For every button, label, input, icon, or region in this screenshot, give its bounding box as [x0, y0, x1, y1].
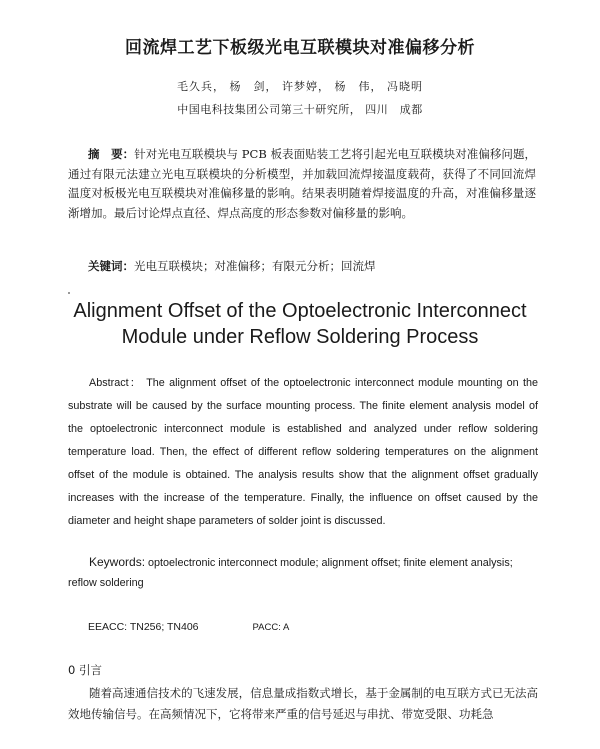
- english-title-line-2: Module under Reflow Soldering Process: [121, 326, 479, 348]
- section-heading-introduction: 0 引言: [68, 663, 102, 677]
- chinese-keywords-text: 光电互联模块；对准偏移；有限元分析；回流焊: [134, 259, 376, 273]
- chinese-keywords: [88, 258, 538, 274]
- chinese-abstract-label: 摘 要：: [88, 147, 135, 161]
- english-title-line-1: Alignment Offset of the Optoelectronic Interconnect: [73, 300, 527, 322]
- pacc-code: PACC: A: [252, 622, 290, 633]
- english-abstract-text: The alignment offset of the optoelectronic interconnect module mounting on the substrate will be caused by the surface mounting process. The finite element analysis model of the optoelectronic interconnect module is established and analyzed under reflow soldering temperature load. Then, the effect of different reflow soldering temperatures on the alignment offset of the module is obtained. The analysis results show that the alignment offset gradually increases with the increase of the temperature. Finally, the influence on offset caused by the diameter and height shape parameters of solder joint is discussed.: [68, 377, 539, 527]
- chinese-title: 回流焊工艺下板级光电互联模块对准偏移分析: [125, 38, 475, 58]
- eeacc-code: EEACC: TN256; TN406: [88, 621, 199, 633]
- introduction-paragraph: 随着高速通信技术的飞速发展，信息量成指数式增长，基于金属制的电互联方式已无法高效地传输信号。在高频情况下，它将带来严重的信号延迟与串扰、带宽受限、功耗急: [68, 686, 538, 721]
- english-title: [0, 298, 600, 350]
- english-keywords: [68, 552, 540, 593]
- chinese-keywords-label: 关键词：: [88, 259, 134, 273]
- english-abstract: [68, 372, 538, 533]
- classification-codes: [88, 621, 289, 633]
- divider-mark: [68, 292, 70, 294]
- english-keywords-label: Keywords:: [89, 555, 146, 569]
- chinese-abstract-text: 针对光电互联模块与 PCB 板表面贴装工艺将引起光电互联模块对准偏移问题，通过有限元法建立光电互联模块的分析模型，并加载回流焊接温度载荷，获得了不同回流焊温度对板极光电互联模块对准偏移量的影响。结果表明随着焊接温度的升高，对准偏移量逐渐增加。最后讨论焊点直径、焊点高度的形态参数对偏移量的影响。: [68, 147, 537, 220]
- chinese-authors: 毛久兵， 杨 剑， 许梦婷， 杨 伟， 冯晓明: [177, 80, 423, 93]
- chinese-abstract: [68, 145, 536, 223]
- english-keywords-text: optoelectronic interconnect module; alignment offset; finite element analysis; reflow soldering: [68, 557, 513, 589]
- english-abstract-label: Abstract：: [89, 377, 143, 389]
- chinese-affiliation: 中国电科技集团公司第三十研究所， 四川 成都: [177, 103, 423, 116]
